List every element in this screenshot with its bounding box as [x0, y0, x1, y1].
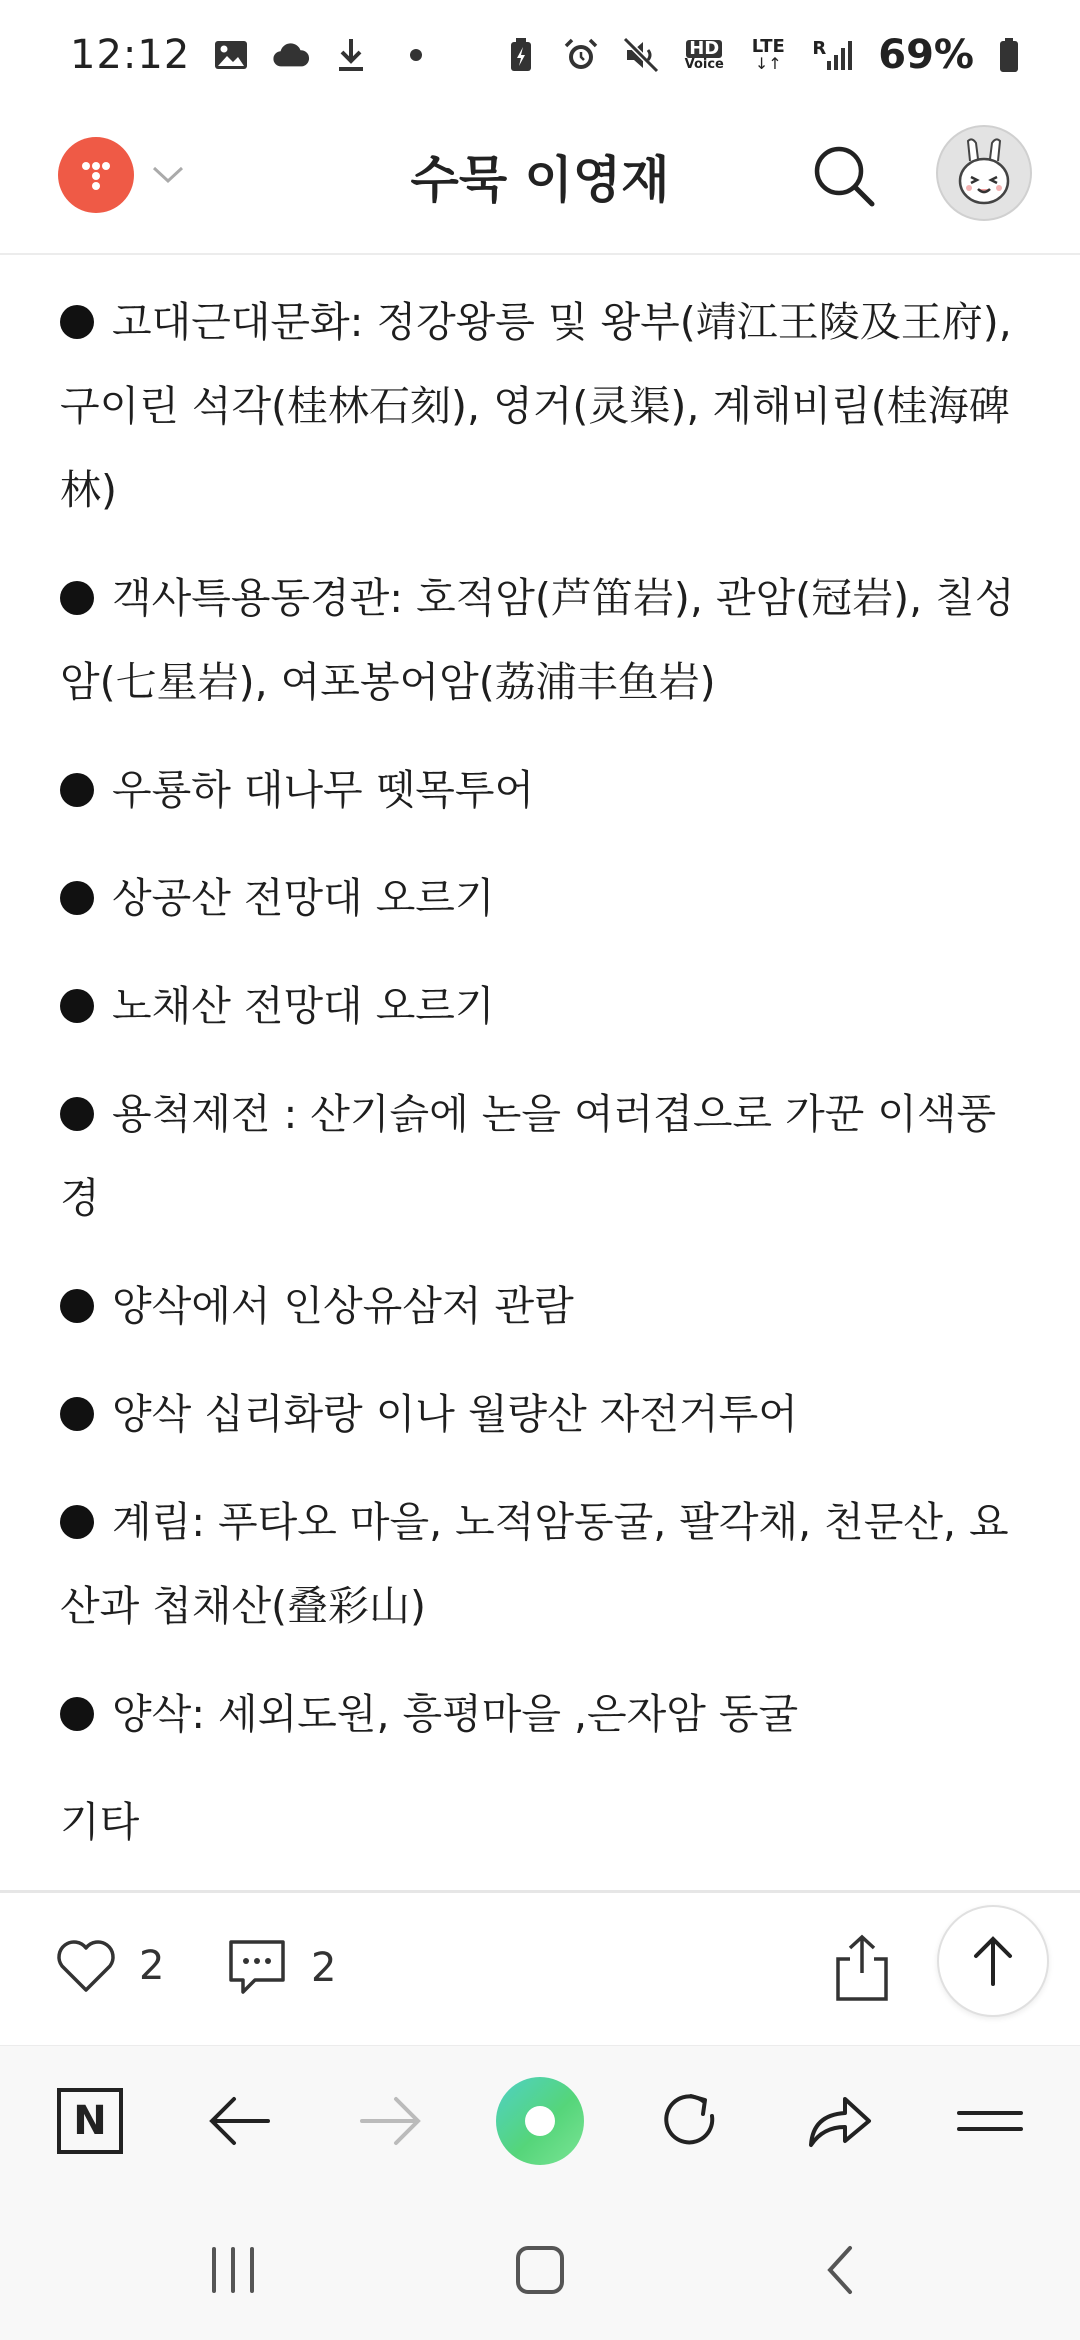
status-time: 12:12: [70, 32, 191, 78]
paragraph-text: 노채산 전망대 오르기: [112, 982, 495, 1030]
lte-arrows: ↓↑: [754, 54, 782, 73]
hd-label: HD: [686, 40, 722, 58]
bullet-icon: [60, 305, 94, 339]
bullet-icon: [60, 1397, 94, 1431]
share-upload-icon: [832, 1933, 892, 2003]
blog-header: [0, 115, 1080, 255]
paragraph-text: 계림: 푸타오 마을, 노적암동굴, 팔각채, 천문산, 요산과 첩채산(叠彩山): [60, 1498, 1009, 1630]
back-icon[interactable]: [805, 2235, 875, 2305]
voice-label: Voice: [684, 56, 724, 72]
battery-icon: [996, 36, 1022, 74]
status-left: [70, 32, 422, 78]
comment-icon: [225, 1938, 289, 1998]
cloud-icon: [272, 36, 310, 74]
post-actions-bar: [0, 1893, 1080, 2045]
paragraph-text: 용척제전 : 산기슭에 논을 여러겹으로 가꾼 이색풍경: [60, 1090, 997, 1222]
content-paragraph: [60, 748, 1020, 832]
like-count: 2: [139, 1943, 165, 1989]
post-content: [60, 280, 1020, 1888]
content-paragraph: [60, 1480, 1020, 1648]
back-arrow-icon[interactable]: [195, 2076, 285, 2166]
content-paragraph: [60, 556, 1020, 724]
bullet-icon: [60, 773, 94, 807]
browser-toolbar: [0, 2045, 1080, 2195]
recent-apps-icon[interactable]: [198, 2235, 268, 2305]
share-button[interactable]: [832, 1933, 892, 2003]
bullet-icon: [60, 1505, 94, 1539]
profile-avatar[interactable]: [936, 125, 1032, 221]
battery-saver-icon: [502, 36, 540, 74]
naver-letter: N: [73, 2098, 107, 2144]
scroll-to-top-button[interactable]: [937, 1905, 1049, 2017]
paragraph-text: 우룡하 대나무 뗏목투어: [112, 766, 535, 814]
status-right: [502, 32, 1022, 78]
like-button[interactable]: [55, 1938, 164, 1994]
arrow-up-icon: [968, 1934, 1018, 1988]
blog-title: 수묵 이영재: [410, 151, 670, 209]
paragraph-text: 기타: [60, 1798, 140, 1846]
content-paragraph: [60, 1072, 1020, 1240]
refresh-icon[interactable]: [645, 2076, 735, 2166]
home-orb-icon[interactable]: [495, 2076, 585, 2166]
content-paragraph: [60, 1780, 1020, 1864]
home-orb: [496, 2077, 584, 2165]
comment-button[interactable]: [225, 1938, 336, 1998]
home-icon[interactable]: [505, 2235, 575, 2305]
download-icon: [332, 36, 370, 74]
bullet-icon: [60, 881, 94, 915]
hd-voice-icon: [682, 36, 726, 74]
paragraph-text: 양삭 십리화랑 이나 월량산 자전거투어: [112, 1390, 798, 1438]
content-paragraph: [60, 856, 1020, 940]
system-nav-bar: [0, 2195, 1080, 2340]
bullet-icon: [60, 989, 94, 1023]
search-icon[interactable]: [808, 140, 880, 212]
menu-icon[interactable]: [945, 2076, 1035, 2166]
roaming-label: R: [812, 38, 827, 59]
share-icon[interactable]: [795, 2076, 885, 2166]
mute-icon: [622, 36, 660, 74]
comment-count: 2: [311, 1945, 337, 1991]
content-paragraph: [60, 1672, 1020, 1756]
bullet-icon: [60, 581, 94, 615]
status-bar: [0, 0, 1080, 110]
bullet-icon: [60, 1697, 94, 1731]
signal-icon: [810, 36, 856, 74]
naver-n-icon[interactable]: [45, 2076, 135, 2166]
paragraph-text: 양삭에서 인상유삼저 관람: [112, 1282, 574, 1330]
content-paragraph: [60, 1264, 1020, 1348]
alarm-icon: [562, 36, 600, 74]
paragraph-text: 고대근대문화: 정강왕릉 및 왕부(靖江王陵及王府), 구이린 석각(桂林石刻), 영거(灵渠), 계해비림(桂海碑林): [60, 298, 1012, 514]
naver-n-box: [57, 2088, 123, 2154]
lte-label: LTE: [751, 36, 785, 57]
forward-arrow-icon[interactable]: [345, 2076, 435, 2166]
home-orb-center: [525, 2106, 555, 2136]
paragraph-text: 객사특용동경관: 호적암(芦笛岩), 관암(冠岩), 칠성암(七星岩), 여포봉어암(荔浦丰鱼岩): [60, 574, 1015, 706]
content-paragraph: [60, 1372, 1020, 1456]
battery-percent: 69%: [878, 32, 974, 78]
content-paragraph: [60, 964, 1020, 1048]
heart-icon: [55, 1938, 117, 1994]
rabbit-avatar-icon: [946, 135, 1022, 211]
bullet-icon: [60, 1097, 94, 1131]
paragraph-text: 상공산 전망대 오르기: [112, 874, 495, 922]
gallery-icon: [212, 36, 250, 74]
lte-icon: [748, 36, 788, 74]
bullet-icon: [60, 1289, 94, 1323]
dot-icon: [410, 49, 422, 61]
paragraph-text: 양삭: 세외도원, 흥평마을 ,은자암 동굴: [112, 1690, 799, 1738]
content-paragraph: [60, 280, 1020, 532]
